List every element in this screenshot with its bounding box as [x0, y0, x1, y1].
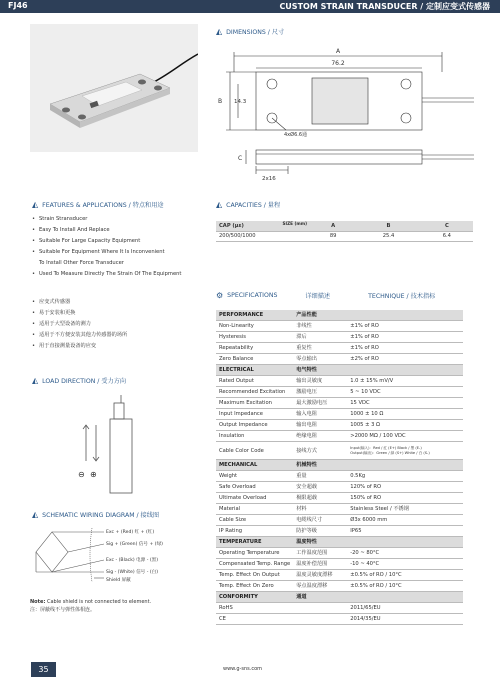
dimension-drawing [216, 40, 478, 186]
ruler-icon: ◭ [216, 26, 223, 36]
spec-row: Weight 重量 0.5Kg [216, 471, 463, 482]
spec-row: Insulation 绝缘电阻 >2000 MΩ / 100 VDC [216, 431, 463, 442]
dim-height: 14.3 [234, 99, 247, 105]
table-row: 200/500/1000 89 25.4 6.4 [216, 231, 473, 241]
capacities-table [216, 221, 473, 242]
list-item: • 应变式传感器 [32, 299, 71, 305]
spec-row: Temp. Effect On Output 温度灵敏度漂移 ±0.5% of RO / 10°C [216, 570, 463, 581]
gear-icon: ⚙ [216, 290, 224, 300]
dim-holes: 4xØ6.6通 [284, 132, 308, 138]
specifications-table [216, 310, 463, 625]
dim-bottom: 2x16 [262, 176, 276, 182]
spec-row: IP Rating 防护等级 IP65 [216, 526, 463, 537]
list-item: • 适用于大型设备的测力 [32, 321, 91, 327]
features-list-en [32, 214, 181, 280]
spec-row: RoHS 2011/65/EU [216, 603, 463, 614]
list-item: To Install Other Force Transducer [39, 260, 124, 266]
wire-sig-minus: Sig - (White) 信号 - (白) [106, 570, 159, 575]
spec-row: Cable Size 电缆线尺寸 Ø3x 6000 mm [216, 515, 463, 526]
load-icon: ◭ [32, 375, 39, 385]
spec-row: Ultimate Overload 极限超载 150% of RO [216, 493, 463, 504]
spec-row: Hysteresis 滞后 ±1% of RO [216, 332, 463, 343]
list-item: • Suitable For Large Capacity Equipment [32, 238, 141, 244]
spec-row: Maximum Excitation 最大激励电压 15 VDC [216, 398, 463, 409]
spec-row: Input Impedance 输入电阻 1000 ± 10 Ω [216, 409, 463, 420]
spec-row: Output Impedance 输出电阻 1005 ± 3 Ω [216, 420, 463, 431]
spec-category-row: TEMPERATURE 温度特性 [216, 537, 463, 548]
specifications-heading: ⚙ SPECIFICATIONS 详细描述 TECHNIQUE / 技术指标 [216, 290, 436, 300]
list-item: • Suitable For Equipment Where It Is Inconvenient [32, 249, 165, 255]
spec-row: Compensated Temp. Range 温度补偿范围 -10 ~ 40°C [216, 559, 463, 570]
spec-category-row: CONFORMITY 通道 [216, 592, 463, 603]
list-item: • Strain Stransducer [32, 216, 88, 222]
page-title: CUSTOM STRAIN TRANSDUCER / 定制应变式传感器 [279, 2, 490, 11]
wire-sig-plus: Sig + (Green) 信号 + (绿) [106, 542, 163, 547]
model-name: FJ46 [8, 1, 28, 10]
spec-category-row: MECHANICAL 机械特性 [216, 460, 463, 471]
plus-sign: ⊕ [90, 470, 97, 479]
spec-row: Non-Linearity 非线性 ±1% of RO [216, 321, 463, 332]
spec-row: Zero Balance 零点输出 ±2% of RO [216, 354, 463, 365]
capacity-icon: ◭ [216, 199, 223, 209]
spec-row: Recommended Excitation 激励电压 5 ~ 10 VDC [216, 387, 463, 398]
spec-row: Rated Output 输出灵敏度 1.0 ± 15% mV/V [216, 376, 463, 387]
list-item: • 易于安装和更换 [32, 310, 76, 316]
cable-note: Note: Cable shield is not connected to element. 注：屏蔽线不与弹性体相连。 [30, 599, 152, 613]
dim-a: A [335, 48, 341, 55]
features-heading: ◭ FEATURES & APPLICATIONS / 特点和用途 [32, 199, 164, 209]
load-direction-diagram [70, 395, 160, 500]
spec-row: Operating Temperature 工作温度范围 -20 ~ 80°C [216, 548, 463, 559]
list-item: • Easy To Install And Replace [32, 227, 110, 233]
spec-cable-row: Cable Color Code 接线方式 Input(输入)：Red / 红 (E+) Black / 黑 (E-) Output(输出)：Green / 绿 (S+) White / 白 (S-) [216, 442, 463, 460]
dim-length: 76.2 [331, 60, 345, 67]
website-url: www.g-sns.com [223, 666, 263, 672]
spec-row: Repeatability 重复性 ±1% of RO [216, 343, 463, 354]
wiring-icon: ◭ [32, 509, 39, 519]
wire-shield: Shield 屏蔽 [106, 578, 131, 583]
spec-row: CE 2014/35/EU [216, 614, 463, 625]
product-photo [30, 24, 198, 152]
capacities-heading: ◭ CAPACITIES / 量程 [216, 199, 281, 209]
spec-row: Material 材料 Stainless Steel / 不锈钢 [216, 504, 463, 515]
dim-b: B [218, 98, 223, 105]
table-header-row: CAP (με) SIZE (mm) A B C [216, 221, 473, 231]
dimensions-heading: ◭ DIMENSIONS / 尺寸 [216, 26, 285, 36]
wire-exc-minus: Exc - (Black) 电源 - (黑) [106, 558, 159, 563]
load-cell-image [30, 24, 198, 152]
list-item: • 用于直接测量设备的应变 [32, 343, 97, 349]
dim-c: C [238, 155, 243, 162]
spec-category-row: ELECTRICAL 电气特性 [216, 365, 463, 376]
load-direction-heading: ◭ LOAD DIRECTION / 受力方向 [32, 375, 127, 385]
page-number: 35 [31, 662, 56, 677]
wire-exc-plus: Exc + (Red) 红 + (红) [106, 530, 155, 535]
wiring-heading: ◭ SCHEMATIC WIRING DIAGRAM / 接线图 [32, 509, 160, 519]
list-item: • 适用于不方便安装其他力传感器的场所 [32, 332, 128, 338]
spec-row: Temp. Effect On Zero 零点温度漂移 ±0.5% of RO / 10°C [216, 581, 463, 592]
feature-icon: ◭ [32, 199, 39, 209]
list-item: • Used To Measure Directly The Strain Of The Equipment [32, 271, 182, 277]
header-bar [0, 0, 500, 13]
spec-row: Safe Overload 安全超载 120% of RO [216, 482, 463, 493]
minus-sign: ⊖ [78, 470, 85, 479]
spec-category-row: PERFORMANCE 产品性能 [216, 310, 463, 321]
features-list-cn [32, 297, 127, 352]
